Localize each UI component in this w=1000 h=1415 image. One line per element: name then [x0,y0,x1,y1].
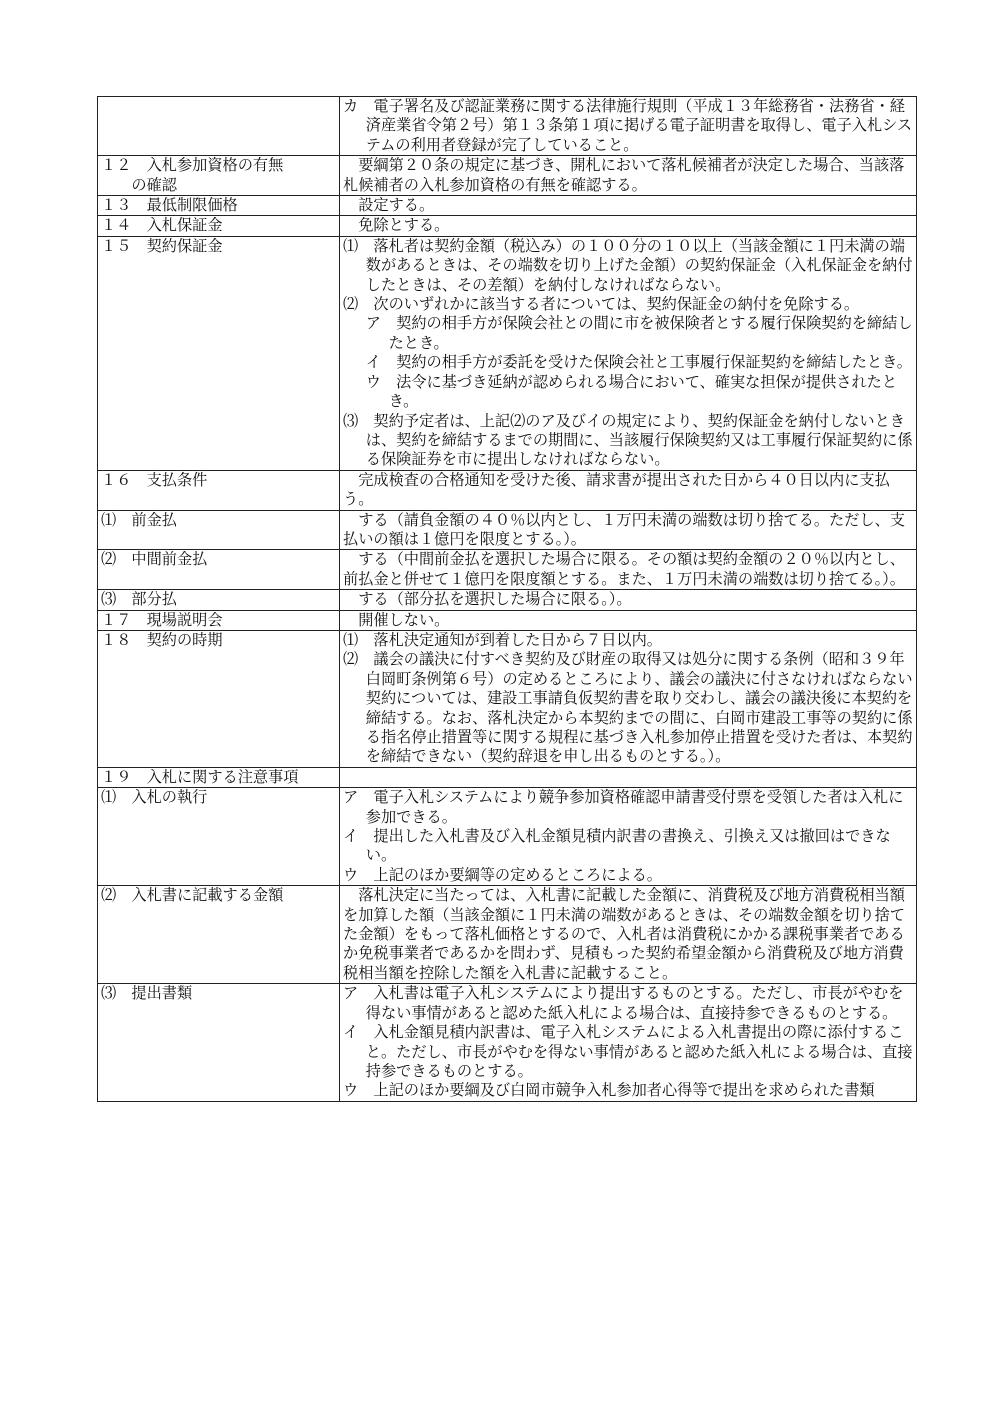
item-label-cell [98,156,340,196]
item-label-continuation: の確認 [131,175,177,194]
item-label-cell [98,984,340,1101]
item-label-cell [98,630,340,767]
body-paragraph: イ 入札金額見積内訳書は、電子入札システムによる入札書提出の際に添付すること。ただし、市長がやむを得ない事情があると認めた紙入札による場合は、直接持参できるものとする。 [343,1023,913,1080]
item-label: ⑶ 提出書類 [101,984,193,1003]
table-row [98,767,917,787]
table-row [98,630,917,767]
item-label: １４ 入札保証金 [101,216,223,235]
table-row [98,550,917,590]
body-paragraph: ウ 上記のほか要綱及び白岡市競争入札参加者心得等で提出を求められた書類 [343,1081,875,1100]
item-label-cell [98,610,340,630]
item-label-cell [98,196,340,216]
item-label-cell [98,97,340,156]
item-body-cell [340,550,917,590]
document-table-body [98,97,917,1102]
body-paragraph: ウ 法令に基づき延納が認められる場合において、確実な担保が提供されたとき。 [365,372,898,411]
item-label-cell [98,590,340,610]
item-body-cell [340,216,917,236]
item-body-cell [340,610,917,630]
item-label: ⑶ 部分払 [101,590,177,609]
body-paragraph: 開催しない。 [358,610,450,629]
item-label: ⑵ 入札書に記載する金額 [101,886,284,905]
table-row [98,470,917,510]
body-paragraph: ⑴ 落札者は契約金額（税込み）の１００分の１０以上（当該金額に１円未満の端数があるときは、その端数を切り上げた金額）の契約保証金（入札保証金を納付したときは、その差額）を納付しなければならない。 [343,236,913,294]
item-body-cell [340,196,917,216]
item-label: ⑵ 中間前金払 [101,550,208,569]
body-paragraph: イ 契約の相手方が委託を受けた保険会社と工事履行保証契約を締結したとき。 [365,353,912,372]
item-label-cell [98,216,340,236]
body-paragraph: する（中間前金払を選択した場合に限る。その額は契約金額の２０％以内とし、前払金と併せて１億円を限度額とする。また、１万円未満の端数は切り捨てる。）。 [343,550,905,588]
item-label-cell [98,767,340,787]
item-label: １６ 支払条件 [101,470,208,489]
table-row [98,984,917,1101]
item-body-cell [340,470,917,510]
body-paragraph: 完成検査の合格通知を受けた後、請求書が提出された日から４０日以内に支払う。 [343,470,890,509]
table-row [98,216,917,236]
item-body-cell [340,984,917,1101]
item-body-cell [340,630,917,767]
table-row [98,236,917,470]
table-row [98,156,917,196]
body-paragraph: ア 契約の相手方が保険会社との間に市を被保険者とする履行保険契約を締結したとき。 [365,314,913,352]
body-paragraph: ア 電子入札システムにより競争参加資格確認申請書受付票を受領した者は入札に参加できる。 [343,788,904,826]
table-row [98,97,917,156]
body-paragraph: する（請負金額の４０％以内とし、１万円未満の端数は切り捨てる。ただし、支払いの額は１億円を限度とする。）。 [343,510,905,548]
item-label-cell [98,550,340,590]
body-paragraph: する（部分払を選択した場合に限る。）。 [358,590,632,609]
document-table [97,96,917,1102]
body-paragraph: 免除とする。 [358,216,450,235]
item-body-cell [340,590,917,610]
item-label: １２ 入札参加資格の有無 [101,156,284,175]
item-label: １５ 契約保証金 [101,236,223,255]
item-label: ⑴ 前金払 [101,510,177,529]
item-label-cell [98,886,340,984]
body-paragraph: ウ 上記のほか要綱等の定めるところによる。 [343,865,662,884]
table-row [98,590,917,610]
body-paragraph: ⑴ 落札決定通知が到着した日から７日以内。 [343,630,662,649]
item-body-cell [340,788,917,886]
body-paragraph: カ 電子署名及び認証業務に関する法律施行規則（平成１３年総務省・法務省・経済産業省令第２号）第１３条第１項に掲げる電子証明書を取得し、電子入札システムの利用者登録が完了していること。 [343,97,913,154]
table-row [98,610,917,630]
item-label: １９ 入札に関する注意事項 [101,767,299,786]
body-paragraph: ⑵ 議会の議決に付すべき契約及び財産の取得又は処分に関する条例（昭和３９年白岡町条例第６号）の定めるところにより、議会の議決に付さなければならない契約については、建設工事請負仮契約書を取り交わし、議会の議決後に本契約を締結する。なお、落札決定から本契約までの間に、白岡市建設工事等の契約に係る指名停止措置等に関する規程に基づき入札参加停止措置を受けた者は、本契約を締結できない（契約辞退を申し出るものとする。）。 [343,650,913,766]
item-body-cell [340,767,917,787]
item-label: ⑴ 入札の執行 [101,788,208,807]
body-paragraph: ⑶ 契約予定者は、上記⑵のア及びイの規定により、契約保証金を納付しないときは、契約を締結するまでの期間に、当該履行保険契約又は工事履行保証契約に係る保険証券を市に提出しなければならない。 [343,411,913,469]
item-label-cell [98,510,340,550]
item-label: １３ 最低制限価格 [101,196,238,215]
table-row [98,788,917,886]
item-label-cell [98,470,340,510]
table-row [98,510,917,550]
item-label: １７ 現場説明会 [101,610,223,629]
item-label-cell [98,788,340,886]
body-paragraph: 落札決定に当たっては、入札書に記載した金額に、消費税及び地方消費税相当額を加算した額（当該金額に１円未満の端数があるときは、その端数金額を切り捨てた金額）をもって落札価格とするので、入札者は消費税にかかる課税事業者であるか免税事業者であるかを問わず、見積もった契約希望金額から消費税及び地方消費税相当額を控除した額を入札書に記載すること。 [343,886,905,982]
item-label-cell [98,236,340,470]
body-paragraph: ⑵ 次のいずれかに該当する者については、契約保証金の納付を免除する。 [343,295,860,314]
item-body-cell [340,510,917,550]
body-paragraph: 設定する。 [358,196,435,215]
table-row [98,196,917,216]
item-body-cell [340,886,917,984]
table-row [98,886,917,984]
item-label: １８ 契約の時期 [101,630,223,649]
body-paragraph: ア 入札書は電子入札システムにより提出するものとする。ただし、市長がやむを得ない事情があると認めた紙入札による場合は、直接持参できるものとする。 [343,984,904,1022]
item-body-cell [340,236,917,470]
item-body-cell [340,97,917,156]
body-paragraph: 要綱第２０条の規定に基づき、開札において落札候補者が決定した場合、当該落札候補者の入札参加資格の有無を確認する。 [343,156,905,194]
body-paragraph: イ 提出した入札書及び入札金額見積内訳書の書換え、引換え又は撤回はできない。 [343,827,891,865]
item-body-cell [340,156,917,196]
